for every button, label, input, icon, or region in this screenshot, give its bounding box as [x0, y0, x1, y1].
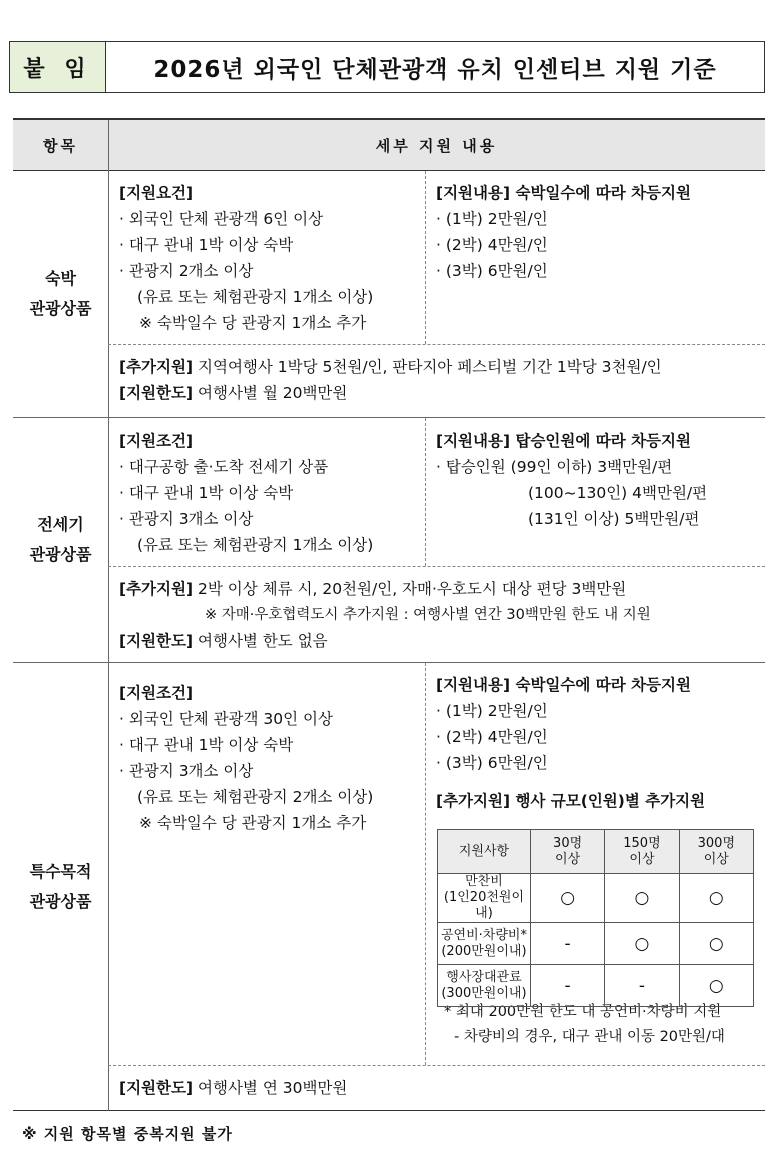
sub-cell: ○ [679, 874, 753, 923]
special-limit-text: 여행사별 연 30백만원 [198, 1079, 348, 1097]
special-requirements [119, 680, 373, 836]
charter-extra-note: ※ 자매·우호협력도시 추가지원 : 여행사별 연간 30백만원 한도 내 지원 [205, 607, 651, 623]
stay-req-title: [지원요건] [119, 184, 194, 202]
sub-cell: ○ [605, 874, 679, 923]
list-item: ※ 숙박일수 당 관광지 1개소 추가 [139, 314, 367, 332]
document-title: 2026년 외국인 단체관광객 유치 인센티브 지원 기준 [153, 56, 717, 83]
charter-requirements [119, 428, 373, 558]
category-special [13, 663, 108, 1111]
stay-extra [119, 354, 662, 406]
list-item: · 관광지 3개소 이상 [119, 762, 254, 780]
note-line: * 최대 200만원 한도 내 공연비·차량비 지원 [444, 1004, 722, 1020]
sub-cell: - [605, 965, 679, 1007]
stay-extra-title: [추가지원] [119, 358, 194, 376]
category-special-line2: 관광상품 [29, 892, 92, 911]
sub-cell: ○ [605, 923, 679, 965]
list-item: (유료 또는 체험관광지 2개소 이상) [137, 788, 374, 806]
category-stay [13, 171, 108, 417]
special-limit-title: [지원한도] [119, 1079, 194, 1097]
charter-limit-text: 여행사별 한도 없음 [198, 632, 328, 650]
special-limit [119, 1075, 347, 1101]
sub-cell-item: 공연비·차량비* (200만원이내) [438, 923, 531, 965]
list-item: · (1박) 2만원/인 [436, 702, 548, 720]
list-item: · (2박) 4만원/인 [436, 236, 548, 254]
sub-header-150: 150명 이상 [605, 830, 679, 874]
list-item: · 외국인 단체 관광객 6인 이상 [119, 210, 324, 228]
sub-cell-item: 만찬비 (1인20천원이내) [438, 874, 531, 923]
special-req-title: [지원조건] [119, 684, 194, 702]
list-item: (유료 또는 체험관광지 1개소 이상) [137, 536, 374, 554]
sub-cell: - [530, 965, 604, 1007]
stay-content-title: [지원내용] [436, 184, 511, 202]
charter-limit-title: [지원한도] [119, 632, 194, 650]
stay-requirements [119, 180, 373, 336]
attachment-label: 붙 임 [10, 42, 106, 92]
stay-limit-title: [지원한도] [119, 384, 194, 402]
list-item: · (1박) 2만원/인 [436, 210, 548, 228]
table-row [438, 965, 754, 1007]
sub-cell: - [530, 923, 604, 965]
list-item: · 대구 관내 1박 이상 숙박 [119, 736, 294, 754]
footer-note: ※ 지원 항목별 중복지원 불가 [22, 1125, 233, 1143]
special-notes [444, 1000, 725, 1050]
charter-req-title: [지원조건] [119, 432, 194, 450]
special-content [436, 672, 691, 776]
table-row [438, 923, 754, 965]
list-item: · 외국인 단체 관광객 30인 이상 [119, 710, 333, 728]
sub-header-item: 지원사항 [438, 830, 531, 874]
list-item: · 대구 관내 1박 이상 숙박 [119, 484, 294, 502]
special-extra-heading: [추가지원] 행사 규모(인원)별 추가지원 [436, 792, 706, 810]
header-category: 항목 [43, 136, 78, 155]
sub-cell: ○ [679, 923, 753, 965]
list-item: · 대구공항 출·도착 전세기 상품 [119, 458, 329, 476]
category-stay-line2: 관광상품 [29, 299, 92, 318]
category-stay-line1: 숙박 [45, 269, 76, 288]
list-item: (유료 또는 체험관광지 1개소 이상) [137, 288, 374, 306]
sub-cell: ○ [530, 874, 604, 923]
list-item: · 관광지 2개소 이상 [119, 262, 254, 280]
list-item: (131인 이상) 5백만원/편 [528, 510, 700, 528]
charter-extra-title: [추가지원] [119, 580, 194, 598]
list-item: · (3박) 6만원/인 [436, 754, 548, 772]
charter-content-heading: 탑승인원에 따라 차등지원 [515, 432, 691, 450]
title-box [9, 41, 765, 93]
category-charter-line2: 관광상품 [29, 545, 92, 564]
special-content-heading: 숙박일수에 따라 차등지원 [515, 676, 691, 694]
header-detail: 세부 지원 내용 [375, 136, 498, 155]
charter-content [436, 428, 707, 532]
stay-extra-text: 지역여행사 1박당 5천원/인, 판타지아 페스티벌 기간 1박당 3천원/인 [198, 358, 662, 376]
sub-header-300: 300명 이상 [679, 830, 753, 874]
sub-header-30: 30명 이상 [530, 830, 604, 874]
special-content-title: [지원내용] [436, 676, 511, 694]
charter-extra [119, 576, 651, 654]
event-size-table [437, 829, 754, 1007]
sub-cell-item: 행사장대관료 (300만원이내) [438, 965, 531, 1007]
table-row [438, 830, 754, 874]
charter-extra-text: 2박 이상 체류 시, 20천원/인, 자매·우호도시 대상 편당 3백만원 [198, 580, 627, 598]
list-item: · (3박) 6만원/인 [436, 262, 548, 280]
list-item: ※ 숙박일수 당 관광지 1개소 추가 [139, 814, 367, 832]
list-item: (100~130인) 4백만원/편 [528, 484, 708, 502]
list-item: · 탑승인원 (99인 이하) 3백만원/편 [436, 458, 673, 476]
table-row [438, 874, 754, 923]
charter-content-title: [지원내용] [436, 432, 511, 450]
stay-content-heading: 숙박일수에 따라 차등지원 [515, 184, 691, 202]
stay-content [436, 180, 691, 284]
sub-cell: ○ [679, 965, 753, 1007]
stay-limit-text: 여행사별 월 20백만원 [198, 384, 348, 402]
category-charter-line1: 전세기 [37, 515, 84, 534]
category-charter [13, 418, 108, 662]
list-item: · 대구 관내 1박 이상 숙박 [119, 236, 294, 254]
category-special-line1: 특수목적 [29, 862, 92, 881]
list-item: · (2박) 4만원/인 [436, 728, 548, 746]
list-item: · 관광지 3개소 이상 [119, 510, 254, 528]
note-line: - 차량비의 경우, 대구 관내 이동 20만원/대 [454, 1029, 725, 1045]
